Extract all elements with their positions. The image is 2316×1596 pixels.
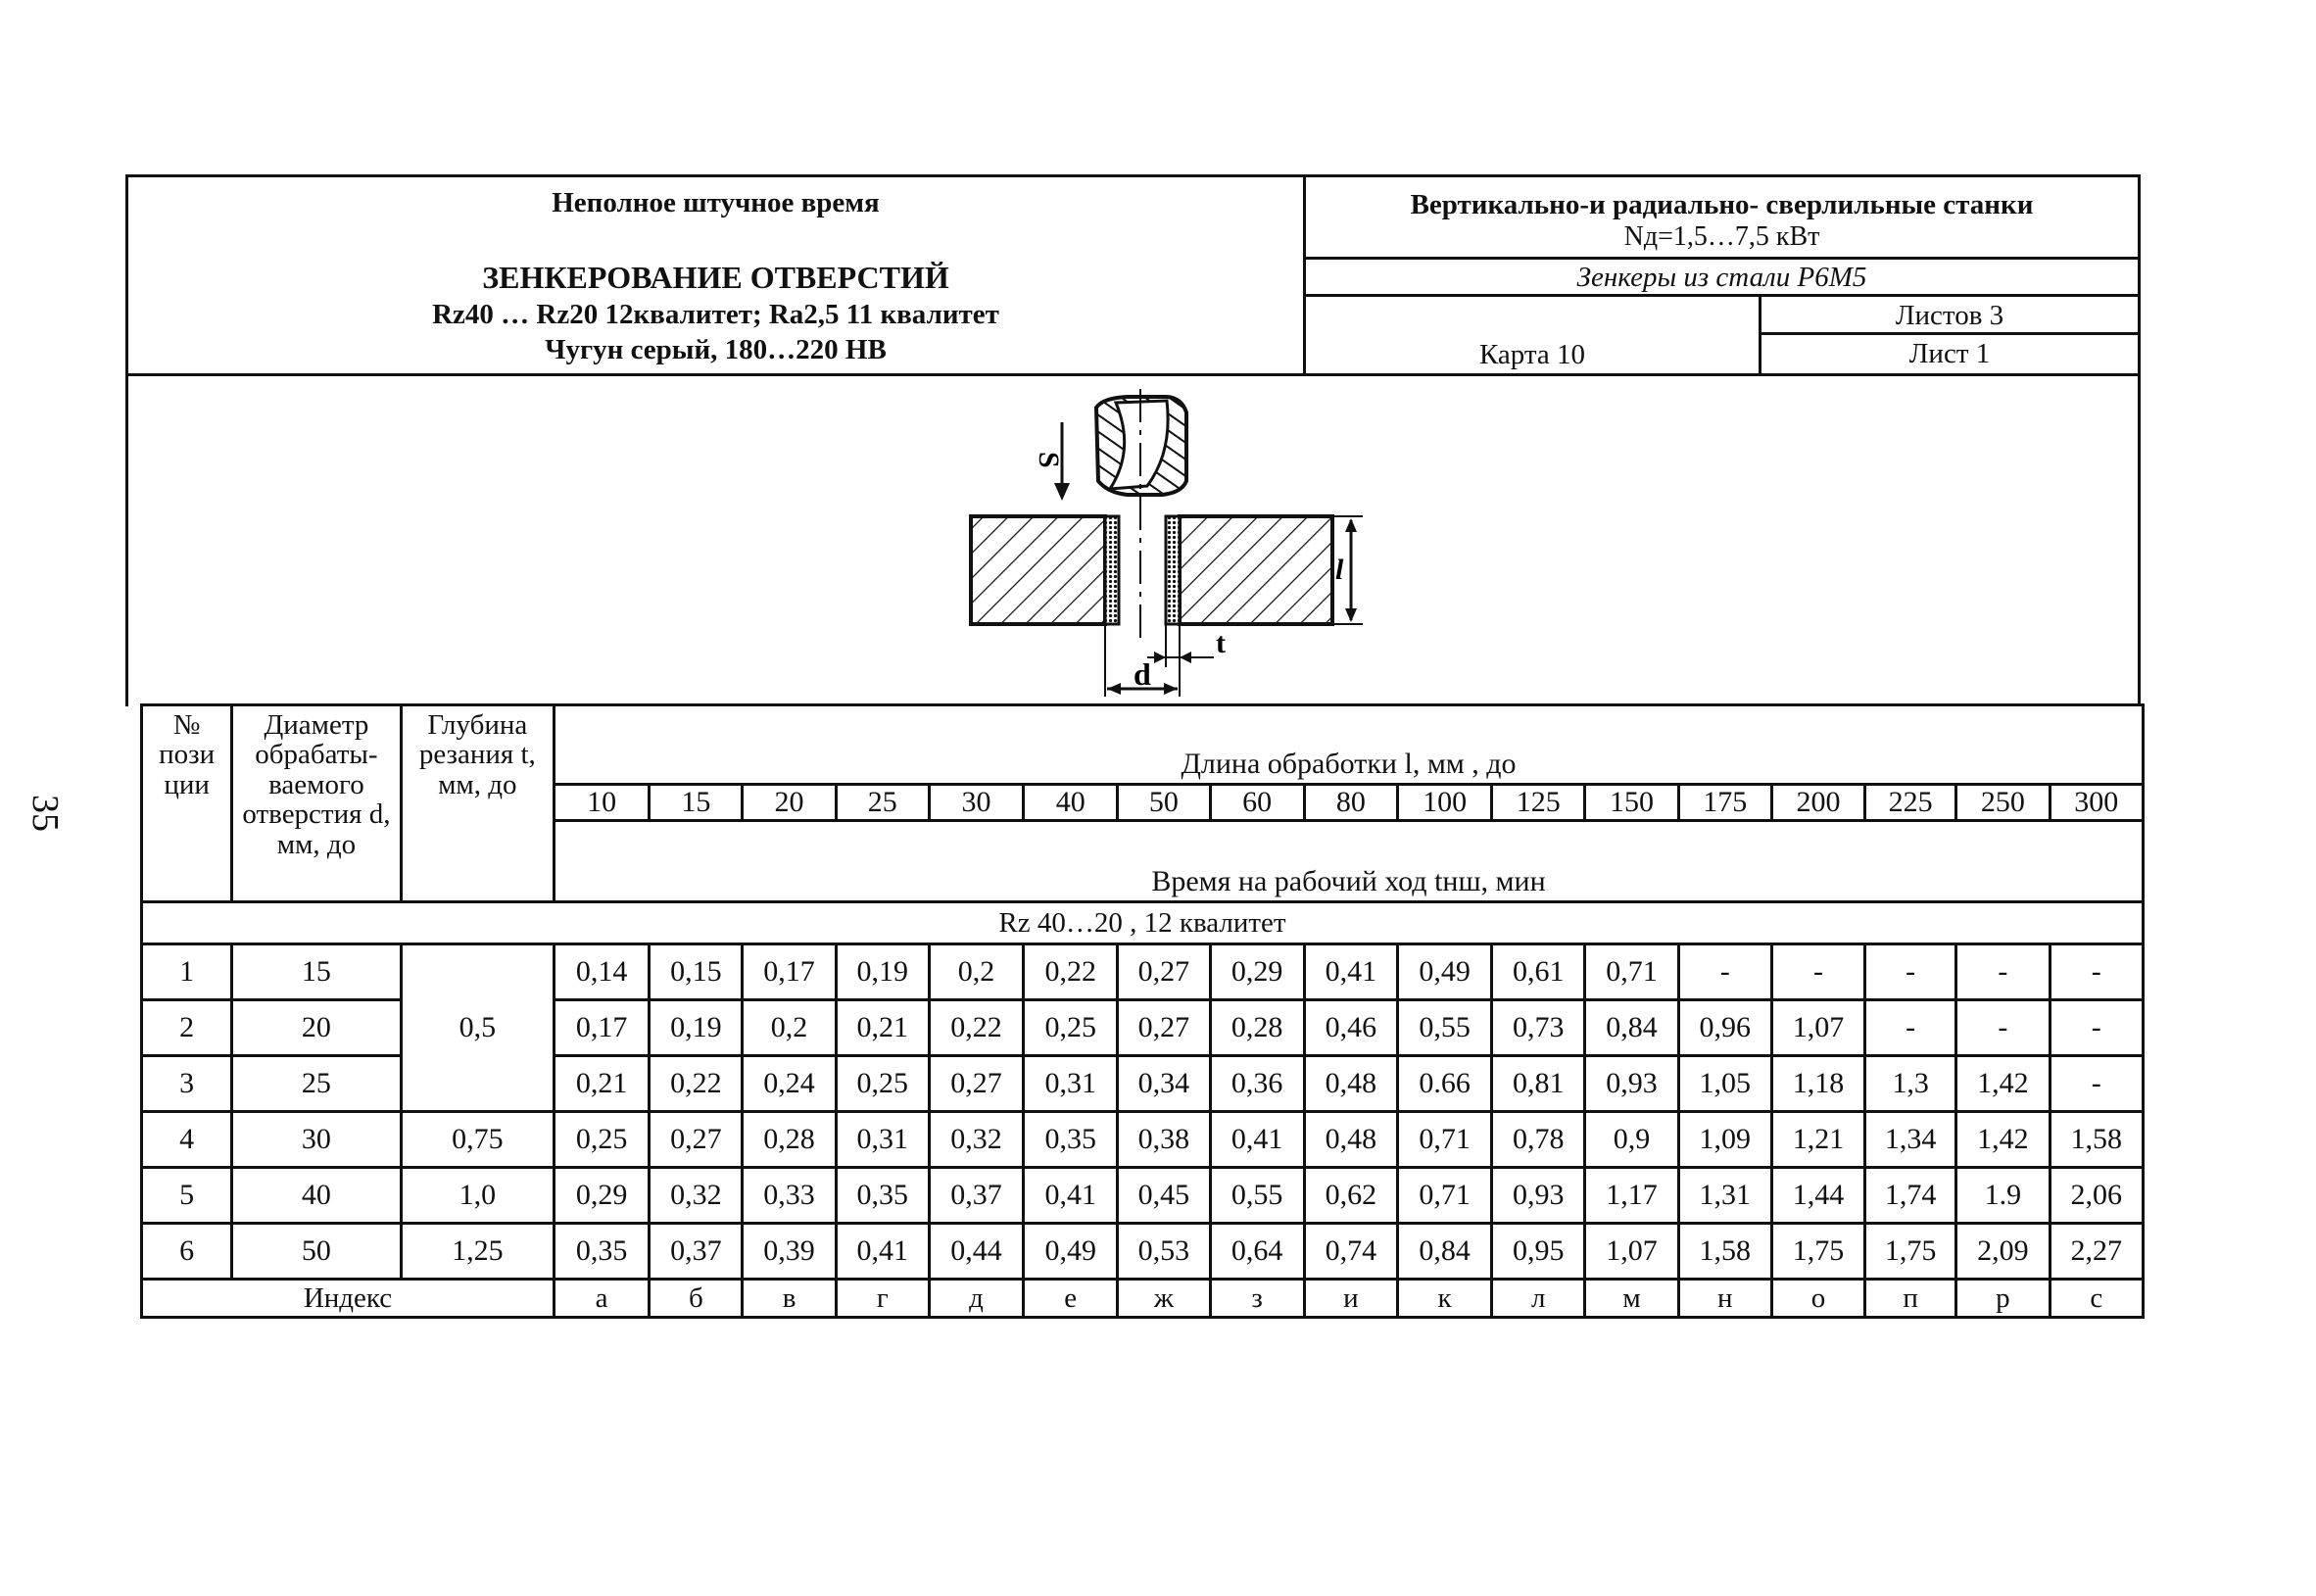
- time-value-cell: -: [1956, 944, 2050, 1000]
- allowance-left: [1105, 516, 1119, 624]
- time-value-cell: 0,27: [1118, 1000, 1210, 1056]
- time-value-cell: 1,58: [2050, 1112, 2144, 1168]
- depth-cell: 0,5: [401, 944, 554, 1112]
- time-value-cell: 1,05: [1678, 1056, 1771, 1112]
- time-value-cell: 0,49: [1397, 944, 1491, 1000]
- time-value-cell: 0,28: [743, 1112, 836, 1168]
- time-value-cell: 0,41: [1210, 1112, 1304, 1168]
- time-value-cell: 0,27: [1118, 944, 1210, 1000]
- section-title: Rz 40…20 , 12 квалитет: [142, 902, 2144, 944]
- time-value-cell: 0,31: [836, 1112, 929, 1168]
- time-value-cell: -: [2050, 944, 2144, 1000]
- header-line-2: ЗЕНКЕРОВАНИЕ ОТВЕРСТИЙ: [482, 260, 949, 295]
- time-value-cell: 0,53: [1118, 1224, 1210, 1280]
- header-right: [1306, 177, 2138, 373]
- sheet-number: Лист 1: [1908, 338, 1991, 369]
- time-value-cell: 1,74: [1865, 1168, 1956, 1224]
- time-value-cell: 1,18: [1771, 1056, 1864, 1112]
- time-value-cell: -: [1771, 944, 1864, 1000]
- length-value-cell: 175: [1678, 785, 1771, 821]
- time-value-cell: 0,78: [1492, 1112, 1585, 1168]
- length-value-cell: 25: [836, 785, 929, 821]
- length-value-cell: 250: [1956, 785, 2050, 821]
- length-value-cell: 125: [1492, 785, 1585, 821]
- section-row: [142, 902, 2144, 944]
- time-value-cell: 0,24: [743, 1056, 836, 1112]
- time-value-cell: 1,58: [1678, 1224, 1771, 1280]
- header-row-1: [142, 705, 2144, 785]
- time-value-cell: 0.66: [1397, 1056, 1491, 1112]
- time-value-cell: 0,84: [1397, 1224, 1491, 1280]
- time-value-cell: 1,75: [1771, 1224, 1864, 1280]
- table-row: [142, 1112, 2144, 1168]
- sheets-total: Листов 3: [1761, 297, 2138, 335]
- index-cell: л: [1492, 1280, 1585, 1318]
- index-cell: н: [1678, 1280, 1771, 1318]
- index-cell: б: [650, 1280, 743, 1318]
- card-number: Карта 10: [1478, 339, 1586, 370]
- time-value-cell: 0,48: [1304, 1056, 1397, 1112]
- length-value-cell: 20: [743, 785, 836, 821]
- diameter-dimension: [1105, 624, 1226, 697]
- index-row: [142, 1280, 2144, 1318]
- time-value-cell: -: [2050, 1000, 2144, 1056]
- time-value-cell: 1.9: [1956, 1168, 2050, 1224]
- index-cell: г: [836, 1280, 929, 1318]
- index-cell: д: [929, 1280, 1023, 1318]
- time-value-cell: 0,35: [836, 1168, 929, 1224]
- time-value-cell: 1,75: [1865, 1224, 1956, 1280]
- table-row: [142, 944, 2144, 1000]
- time-value-cell: 1,44: [1771, 1168, 1864, 1224]
- depth-label: t: [1216, 627, 1226, 659]
- time-value-cell: 0,35: [1024, 1112, 1118, 1168]
- length-value-cell: 100: [1397, 785, 1491, 821]
- index-label: Индекс: [142, 1280, 555, 1318]
- header-line-3: Rz40 … Rz20 12квалитет; Ra2,5 11 квалитет: [432, 299, 999, 330]
- time-value-cell: 0,64: [1210, 1224, 1304, 1280]
- time-value-cell: 1,07: [1585, 1224, 1678, 1280]
- time-value-cell: 0,45: [1118, 1168, 1210, 1224]
- time-value-cell: 0,93: [1585, 1056, 1678, 1112]
- time-value-cell: -: [1865, 944, 1956, 1000]
- diameter-label: d: [1134, 656, 1151, 692]
- depth-cell: 0,75: [401, 1112, 554, 1168]
- length-value-cell: 40: [1024, 785, 1118, 821]
- time-value-cell: 1,09: [1678, 1112, 1771, 1168]
- time-value-cell: 0,73: [1492, 1000, 1585, 1056]
- time-value-cell: 0,81: [1492, 1056, 1585, 1112]
- time-value-cell: 0,32: [650, 1168, 743, 1224]
- col-header-position: № пози ции: [142, 705, 232, 902]
- time-value-cell: 0,25: [555, 1112, 650, 1168]
- tool-material: Зенкеры из стали Р6М5: [1306, 260, 2138, 297]
- time-value-cell: 0,21: [555, 1056, 650, 1112]
- time-value-cell: 0,25: [1024, 1000, 1118, 1056]
- feed-label: S: [1033, 452, 1065, 468]
- machine-title-cell: [1306, 177, 2138, 260]
- time-value-cell: 0,14: [555, 944, 650, 1000]
- machine-power: Nд=1,5…7,5 кВт: [1623, 221, 1820, 252]
- time-value-cell: 0,9: [1585, 1112, 1678, 1168]
- index-cell: в: [743, 1280, 836, 1318]
- time-value-cell: 0,41: [836, 1224, 929, 1280]
- time-value-cell: 0,37: [929, 1168, 1023, 1224]
- col-header-depth: Глубина резания t, мм, до: [401, 705, 554, 902]
- time-value-cell: 0,32: [929, 1112, 1023, 1168]
- depth-cell: 1,0: [401, 1168, 554, 1224]
- header-line-1: Неполное штучное время: [552, 187, 880, 218]
- length-value-cell: 10: [555, 785, 650, 821]
- position-cell: 3: [142, 1056, 232, 1112]
- length-value-cell: 15: [650, 785, 743, 821]
- col-header-length: Длина обработки l, мм , до: [555, 705, 2144, 785]
- time-value-cell: -: [1956, 1000, 2050, 1056]
- time-value-cell: 0,48: [1304, 1112, 1397, 1168]
- index-cell: с: [2050, 1280, 2144, 1318]
- time-value-cell: 0,34: [1118, 1056, 1210, 1112]
- diameter-cell: 50: [232, 1224, 401, 1280]
- time-value-cell: 0,93: [1492, 1168, 1585, 1224]
- time-value-cell: 0,55: [1210, 1168, 1304, 1224]
- length-value-cell: 225: [1865, 785, 1956, 821]
- machine-title: Вертикально-и радиально- сверлильные станки: [1410, 189, 2034, 220]
- time-value-cell: 0,29: [555, 1168, 650, 1224]
- time-value-cell: 0,62: [1304, 1168, 1397, 1224]
- time-value-cell: 0,22: [650, 1056, 743, 1112]
- time-value-cell: 0,55: [1397, 1000, 1491, 1056]
- time-value-cell: 2,09: [1956, 1224, 2050, 1280]
- time-value-cell: 2,06: [2050, 1168, 2144, 1224]
- time-value-cell: 1,21: [1771, 1112, 1864, 1168]
- length-label: l: [1335, 554, 1344, 586]
- time-value-cell: 1,3: [1865, 1056, 1956, 1112]
- time-value-cell: 1,34: [1865, 1112, 1956, 1168]
- workpiece-right: [1180, 516, 1332, 624]
- time-value-cell: 0,27: [929, 1056, 1023, 1112]
- time-value-cell: 1,07: [1771, 1000, 1864, 1056]
- time-value-cell: 1,42: [1956, 1112, 2050, 1168]
- time-value-cell: -: [1865, 1000, 1956, 1056]
- time-value-cell: 0,74: [1304, 1224, 1397, 1280]
- time-value-cell: 0,96: [1678, 1000, 1771, 1056]
- time-value-cell: 0,22: [929, 1000, 1023, 1056]
- time-value-cell: 0,46: [1304, 1000, 1397, 1056]
- time-value-cell: 0,27: [650, 1112, 743, 1168]
- time-value-cell: 0,61: [1492, 944, 1585, 1000]
- index-cell: м: [1585, 1280, 1678, 1318]
- time-value-cell: 0,19: [836, 944, 929, 1000]
- length-value-cell: 200: [1771, 785, 1864, 821]
- document-header: [125, 174, 2141, 376]
- position-cell: 2: [142, 1000, 232, 1056]
- time-value-cell: 2,27: [2050, 1224, 2144, 1280]
- time-value-cell: 0,44: [929, 1224, 1023, 1280]
- time-value-cell: 0,2: [929, 944, 1023, 1000]
- time-value-cell: 0,95: [1492, 1224, 1585, 1280]
- col-header-diameter: Диаметр обрабаты-ваемого отверстия d, мм, до: [232, 705, 401, 902]
- cutting-time-table: [140, 703, 2145, 1319]
- index-cell: ж: [1118, 1280, 1210, 1318]
- time-value-cell: 0,41: [1024, 1168, 1118, 1224]
- time-value-cell: 0,31: [1024, 1056, 1118, 1112]
- time-value-cell: 0,41: [1304, 944, 1397, 1000]
- col-header-time: Время на рабочий ход tнш, мин: [555, 821, 2144, 902]
- diameter-cell: 15: [232, 944, 401, 1000]
- length-value-cell: 300: [2050, 785, 2144, 821]
- length-value-cell: 150: [1585, 785, 1678, 821]
- diameter-cell: 20: [232, 1000, 401, 1056]
- time-value-cell: 0,33: [743, 1168, 836, 1224]
- time-value-cell: 0,71: [1397, 1112, 1491, 1168]
- time-value-cell: 0,15: [650, 944, 743, 1000]
- table-row: [142, 1224, 2144, 1280]
- table-body: [142, 705, 2144, 1318]
- time-value-cell: 0,49: [1024, 1224, 1118, 1280]
- time-value-cell: 0,2: [743, 1000, 836, 1056]
- length-value-cell: 30: [929, 785, 1023, 821]
- index-cell: е: [1024, 1280, 1118, 1318]
- header-left: [128, 177, 1306, 373]
- time-value-cell: 1,42: [1956, 1056, 2050, 1112]
- index-cell: п: [1865, 1280, 1956, 1318]
- time-value-cell: -: [2050, 1056, 2144, 1112]
- card-number-cell: [1306, 297, 1761, 373]
- length-value-cell: 50: [1118, 785, 1210, 821]
- page-number: 35: [24, 795, 66, 832]
- time-value-cell: 0,17: [555, 1000, 650, 1056]
- header-line-4: Чугун серый, 180…220 НВ: [545, 334, 887, 365]
- time-value-cell: -: [1678, 944, 1771, 1000]
- time-value-cell: 0,39: [743, 1224, 836, 1280]
- time-value-cell: 0,38: [1118, 1112, 1210, 1168]
- length-dimension: [1332, 516, 1363, 624]
- index-cell: з: [1210, 1280, 1304, 1318]
- diameter-cell: 25: [232, 1056, 401, 1112]
- diameter-cell: 40: [232, 1168, 401, 1224]
- position-cell: 5: [142, 1168, 232, 1224]
- time-value-cell: 0,36: [1210, 1056, 1304, 1112]
- workpiece-left: [971, 516, 1105, 624]
- time-value-cell: 1,31: [1678, 1168, 1771, 1224]
- position-cell: 4: [142, 1112, 232, 1168]
- allowance-right: [1166, 516, 1180, 624]
- time-value-cell: 0,22: [1024, 944, 1118, 1000]
- time-value-cell: 0,71: [1585, 944, 1678, 1000]
- index-cell: а: [555, 1280, 650, 1318]
- length-value-cell: 80: [1304, 785, 1397, 821]
- table-row: [142, 1168, 2144, 1224]
- index-cell: к: [1397, 1280, 1491, 1318]
- time-value-cell: 0,19: [650, 1000, 743, 1056]
- time-value-cell: 0,37: [650, 1224, 743, 1280]
- length-value-cell: 60: [1210, 785, 1304, 821]
- time-value-cell: 0,17: [743, 944, 836, 1000]
- diameter-cell: 30: [232, 1112, 401, 1168]
- time-value-cell: 1,17: [1585, 1168, 1678, 1224]
- time-value-cell: 0,35: [555, 1224, 650, 1280]
- countersinking-diagram: [125, 373, 2141, 706]
- time-value-cell: 0,28: [1210, 1000, 1304, 1056]
- index-cell: и: [1304, 1280, 1397, 1318]
- time-value-cell: 0,84: [1585, 1000, 1678, 1056]
- time-value-cell: 0,29: [1210, 944, 1304, 1000]
- position-cell: 1: [142, 944, 232, 1000]
- time-value-cell: 0,71: [1397, 1168, 1491, 1224]
- index-cell: о: [1771, 1280, 1864, 1318]
- feed-arrow: [1033, 422, 1070, 501]
- time-value-cell: 0,25: [836, 1056, 929, 1112]
- index-cell: р: [1956, 1280, 2050, 1318]
- diagram-svg: [128, 373, 2138, 706]
- depth-cell: 1,25: [401, 1224, 554, 1280]
- position-cell: 6: [142, 1224, 232, 1280]
- time-value-cell: 0,21: [836, 1000, 929, 1056]
